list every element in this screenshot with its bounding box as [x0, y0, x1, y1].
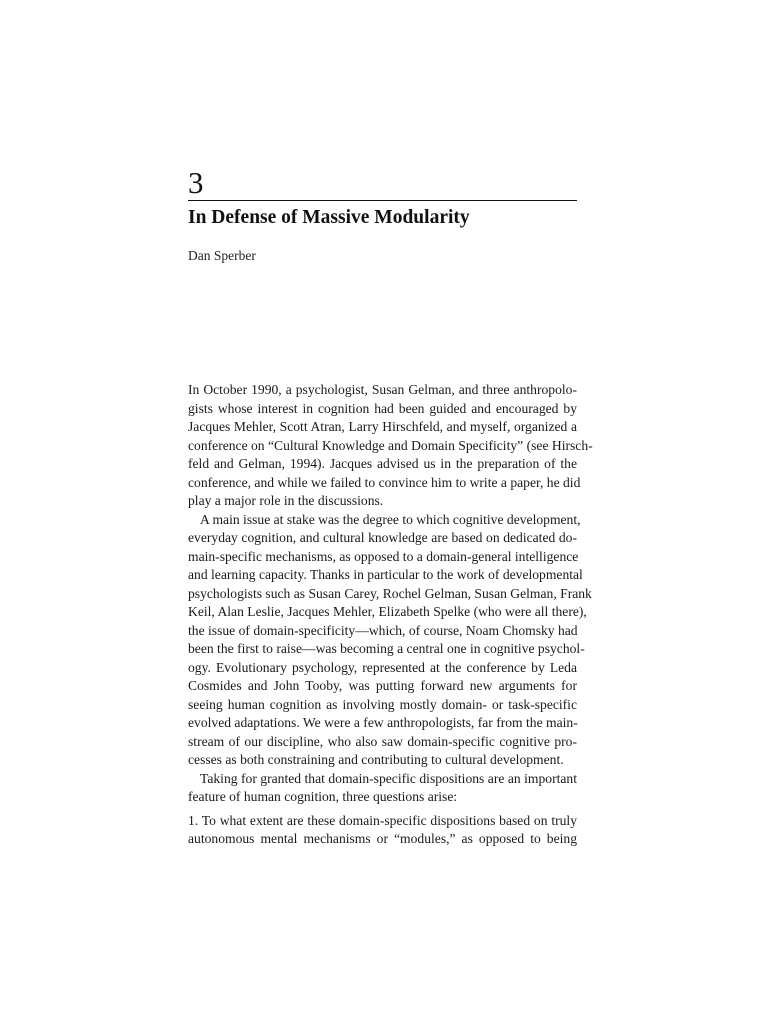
text-line: cesses as both constraining and contributing to cultural development.: [188, 752, 564, 767]
text-line: Jacques Mehler, Scott Atran, Larry Hirschfeld, and myself, organized a: [188, 419, 577, 434]
text-line: Taking for granted that domain-specific dispositions are an important: [200, 770, 577, 786]
text-line: gists whose interest in cognition had been guided and encouraged by: [188, 400, 577, 416]
author-name: Dan Sperber: [188, 248, 256, 263]
text-line: A main issue at stake was the degree to which cognitive development,: [200, 511, 581, 527]
text-line: feature of human cognition, three questions arise:: [188, 789, 458, 804]
text-line: psychologists such as Susan Carey, Rochel Gelman, Susan Gelman, Frank: [188, 585, 592, 601]
text-line: In October 1990, a psychologist, Susan Gelman, and three anthropolo-: [188, 382, 577, 397]
chapter-rule: [188, 200, 577, 201]
text-line: the issue of domain-specificity—which, of course, Noam Chomsky had: [188, 622, 578, 638]
text-line: main-specific mechanisms, as opposed to a domain-general intelligence: [188, 548, 579, 564]
chapter-title: In Defense of Massive Modularity: [188, 207, 470, 228]
text-line: Cosmides and John Tooby, was putting forward new arguments for: [188, 678, 577, 693]
text-line: Keil, Alan Leslie, Jacques Mehler, Elizabeth Spelke (who were all there),: [188, 604, 587, 619]
text-line: been the first to raise—was becoming a central one in cognitive psychol-: [188, 641, 585, 656]
text-line: conference on “Cultural Knowledge and Domain Specificity” (see Hirsch-: [188, 437, 593, 453]
text-line: ogy. Evolutionary psychology, represented at the conference by Leda: [188, 659, 577, 675]
text-line: autonomous mental mechanisms or “modules,” as opposed to being: [188, 831, 577, 846]
text-line: play a major role in the discussions.: [188, 493, 384, 508]
text-line: stream of our discipline, who also saw domain-specific cognitive pro-: [188, 733, 577, 749]
text-line: evolved adaptations. We were a few anthropologists, far from the main-: [188, 715, 578, 730]
chapter-number: 3: [188, 165, 204, 200]
body-text: [188, 381, 593, 849]
text-line: feld and Gelman, 1994). Jacques advised us in the preparation of the: [188, 456, 577, 471]
text-line: everyday cognition, and cultural knowledge are based on dedicated do-: [188, 530, 577, 545]
text-line: 1. To what extent are these domain-specific dispositions based on truly: [188, 812, 577, 828]
text-line: and learning capacity. Thanks in particular to the work of developmental: [188, 567, 583, 582]
text-line: conference, and while we failed to convince him to write a paper, he did: [188, 474, 581, 490]
text-line: seeing human cognition as involving mostly domain- or task-specific: [188, 696, 577, 712]
